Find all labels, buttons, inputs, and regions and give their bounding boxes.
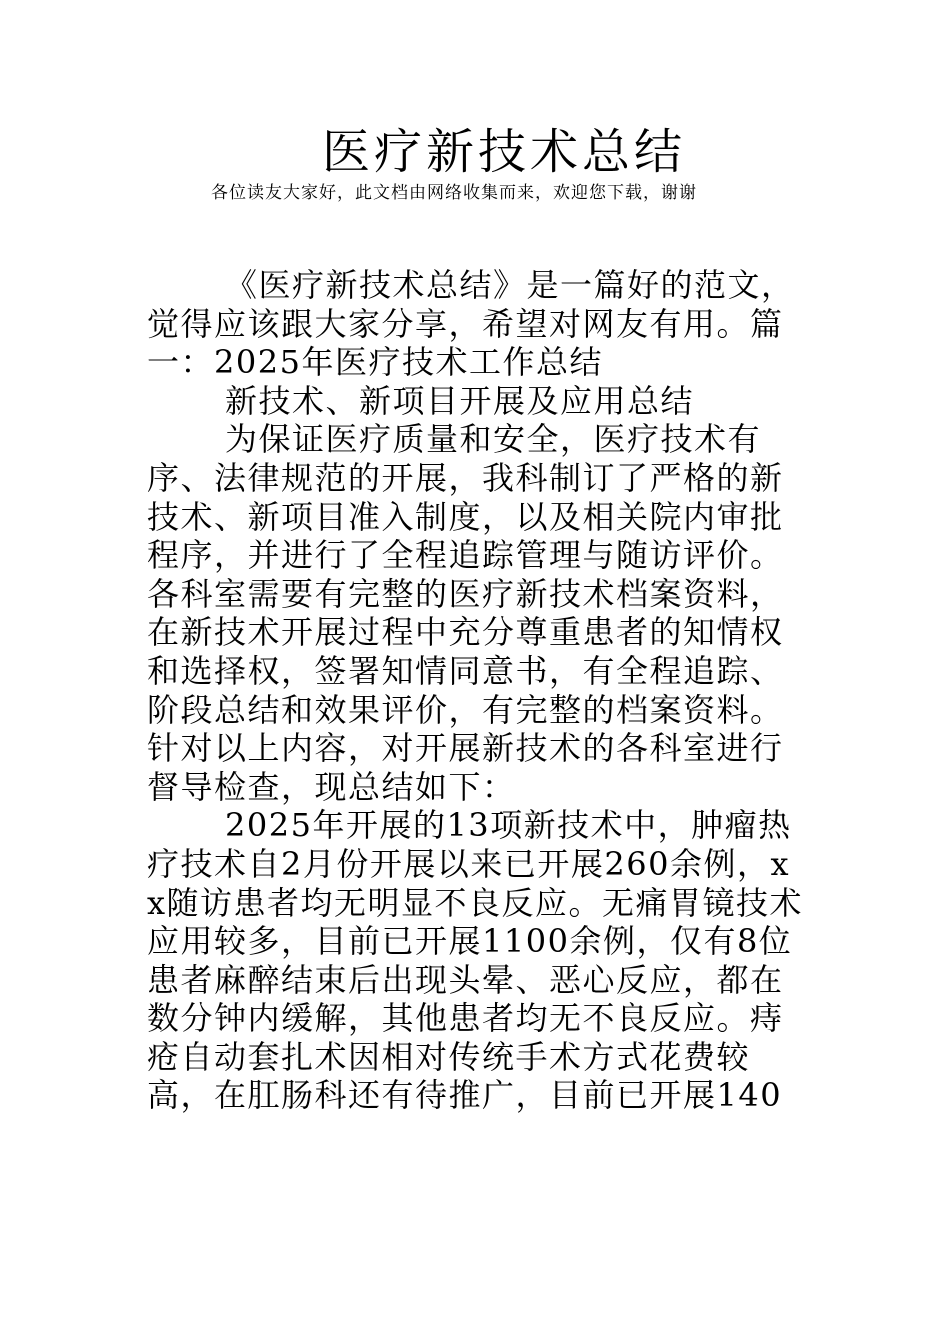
intro-paragraph: 《医疗新技术总结》是一篇好的范文，觉得应该跟大家分享，希望对网友有用。篇一：2025年医疗技术工作总结 <box>147 266 795 382</box>
document-title: 医疗新技术总结 <box>322 124 687 180</box>
body-paragraph: 为保证医疗质量和安全，医疗技术有序、法律规范的开展，我科制订了严格的新技术、新项目准入制度，以及相关院内审批程序，并进行了全程追踪管理与随访评价。各科室需要有完整的医疗新技术档案资料，在新技术开展过程中充分尊重患者的知情权和选择权，签署知情同意书，有全程追踪、阶段总结和效果评价，有完整的档案资料。针对以上内容，对开展新技术的各科室进行督导检查，现总结如下： <box>147 420 784 806</box>
section-heading: 新技术、新项目开展及应用总结 <box>225 381 695 420</box>
download-notice: 各位读友大家好，此文档由网络收集而来，欢迎您下载，谢谢 <box>211 183 697 203</box>
body-paragraph: 2025年开展的13项新技术中，肿瘤热疗技术自2月份开展以来已开展260余例，xx随访患者均无明显不良反应。无痛胃镜技术应用较多，目前已开展1100余例，仅有8位患者麻醉结束后出现头晕、恶心反应，都在数分钟内缓解，其他患者均无不良反应。痔疮自动套扎术因相对传统手术方式花费较高，在肛肠科还有待推广，目前已开展140 <box>147 806 804 1115</box>
document-body <box>147 266 807 1115</box>
